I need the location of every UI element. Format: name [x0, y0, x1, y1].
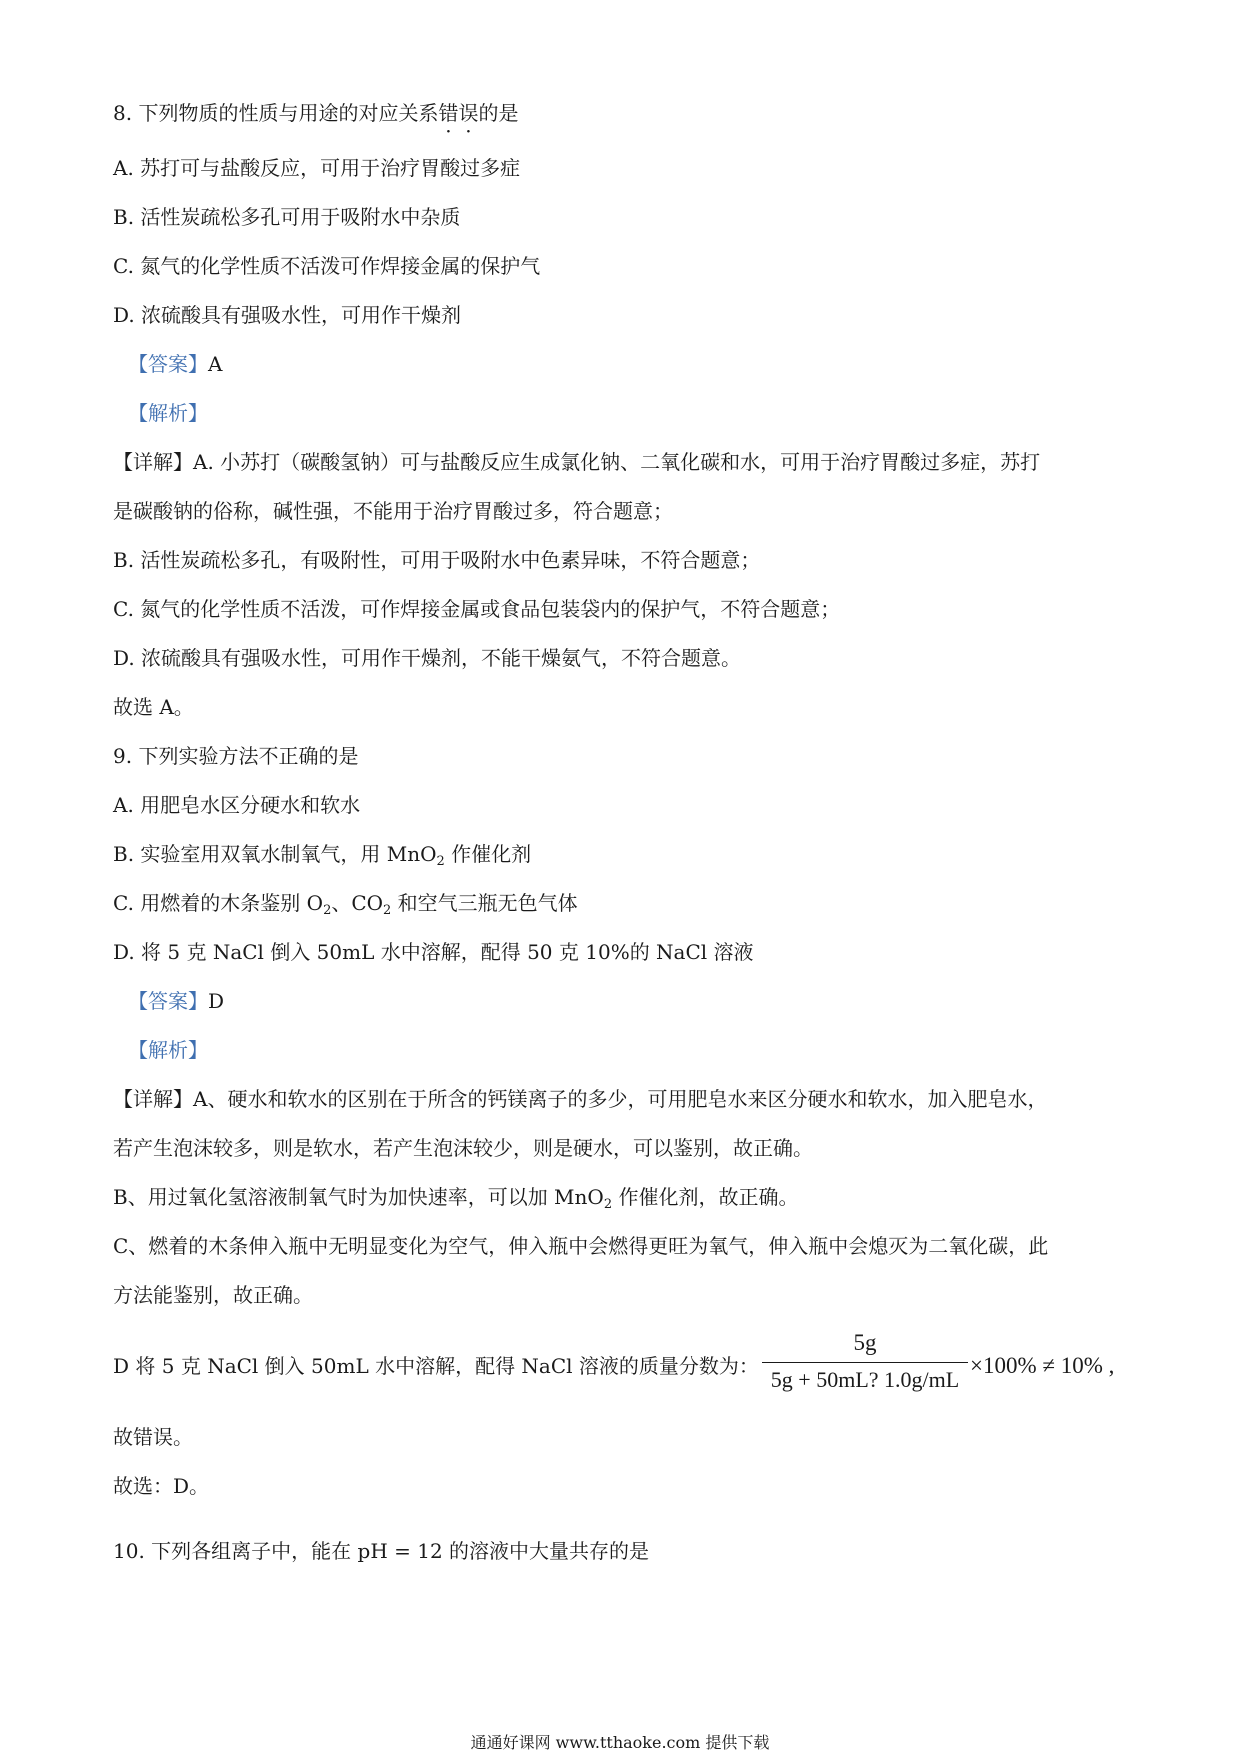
- q8-stem: 8. 下列物质的性质与用途的对应关系错误的是: [113, 101, 519, 125]
- q9-detail-d: D 将 5 克 NaCl 倒入 50mL 水中溶解，配得 NaCl 溶液的质量分数为：: [113, 1354, 759, 1378]
- emphasis-char: 错: [438, 101, 459, 125]
- q8-option-a: A. 苏打可与盐酸反应，可用于治疗胃酸过多症: [113, 156, 521, 180]
- q9-analysis-label: 【解析】: [128, 1038, 208, 1062]
- q8-conclusion: 故选 A。: [113, 695, 194, 719]
- q9-detail-a-1: 【详解】A、硬水和软水的区别在于所含的钙镁离子的多少，可用肥皂水来区分硬水和软水，加入肥皂水，: [113, 1087, 1048, 1111]
- mass-fraction-formula: [762, 1330, 968, 1393]
- q9-detail-a-2: 若产生泡沫较多，则是软水，若产生泡沫较少，则是硬水，可以鉴别，故正确。: [113, 1136, 813, 1160]
- emphasis-char: 误: [458, 101, 479, 125]
- q9-stem: 9. 下列实验方法不正确的是: [113, 744, 359, 768]
- q9-detail-c-1: C、燃着的木条伸入瓶中无明显变化为空气，伸入瓶中会燃得更旺为氧气，伸入瓶中会熄灭为二氧化碳，此: [113, 1234, 1049, 1258]
- fraction-numerator: 5g: [853, 1330, 877, 1355]
- q8-detail-line-4: C. 氮气的化学性质不活泼，可作焊接金属或食品包装袋内的保护气，不符合题意；: [113, 597, 841, 621]
- fraction-bar: [762, 1362, 968, 1363]
- q8-option-b: B. 活性炭疏松多孔可用于吸附水中杂质: [113, 205, 461, 229]
- q9-answer: 【答案】D: [128, 989, 225, 1013]
- q10-stem: 10. 下列各组离子中，能在 pH = 12 的溶液中大量共存的是: [113, 1539, 650, 1563]
- q9-detail-c-2: 方法能鉴别，故正确。: [113, 1283, 313, 1307]
- page-footer: 通通好课网 www.tthaoke.com 提供下载: [470, 1733, 770, 1752]
- q8-option-c: C. 氮气的化学性质不活泼可作焊接金属的保护气: [113, 254, 541, 278]
- q9-option-b: B. 实验室用双氧水制氧气，用 MnO$_2$ 作催化剂: [113, 842, 532, 869]
- q8-detail-line-2: 是碳酸钠的俗称，碱性强，不能用于治疗胃酸过多，符合题意；: [113, 499, 673, 523]
- q9-option-c: C. 用燃着的木条鉴别 $O_2$、$CO_2$ 和空气三瓶无色气体: [113, 891, 578, 918]
- q8-analysis-label: 【解析】: [128, 401, 208, 425]
- q9-conclusion: 故选：D。: [113, 1474, 210, 1498]
- q9-option-a: A. 用肥皂水区分硬水和软水: [113, 793, 361, 817]
- q8-detail-line-5: D. 浓硫酸具有强吸水性，可用作干燥剂，不能干燥氨气，不符合题意。: [113, 646, 742, 670]
- q9-option-d: D. 将 5 克 NaCl 倒入 50mL 水中溶解，配得 50 克 10%的 NaCl 溶液: [113, 940, 754, 964]
- fraction-denominator: 5g + 50mL? 1.0g/mL: [770, 1367, 960, 1392]
- q8-option-d: D. 浓硫酸具有强吸水性，可用作干燥剂: [113, 303, 462, 327]
- formula-tail: ×100% ≠ 10% ,: [970, 1353, 1115, 1378]
- q9-detail-d-end: 故错误。: [113, 1425, 193, 1449]
- q9-detail-b: B、用过氧化氢溶液制氧气时为加快速率，可以加 MnO$_2$ 作催化剂，故正确。: [113, 1185, 799, 1212]
- q8-answer: 【答案】A: [128, 352, 223, 376]
- q8-detail-line-1: 【详解】A. 小苏打（碳酸氢钠）可与盐酸反应生成氯化钠、二氧化碳和水，可用于治疗胃酸过多症，苏打: [113, 450, 1041, 474]
- q8-detail-line-3: B. 活性炭疏松多孔，有吸附性，可用于吸附水中色素异味，不符合题意；: [113, 548, 761, 572]
